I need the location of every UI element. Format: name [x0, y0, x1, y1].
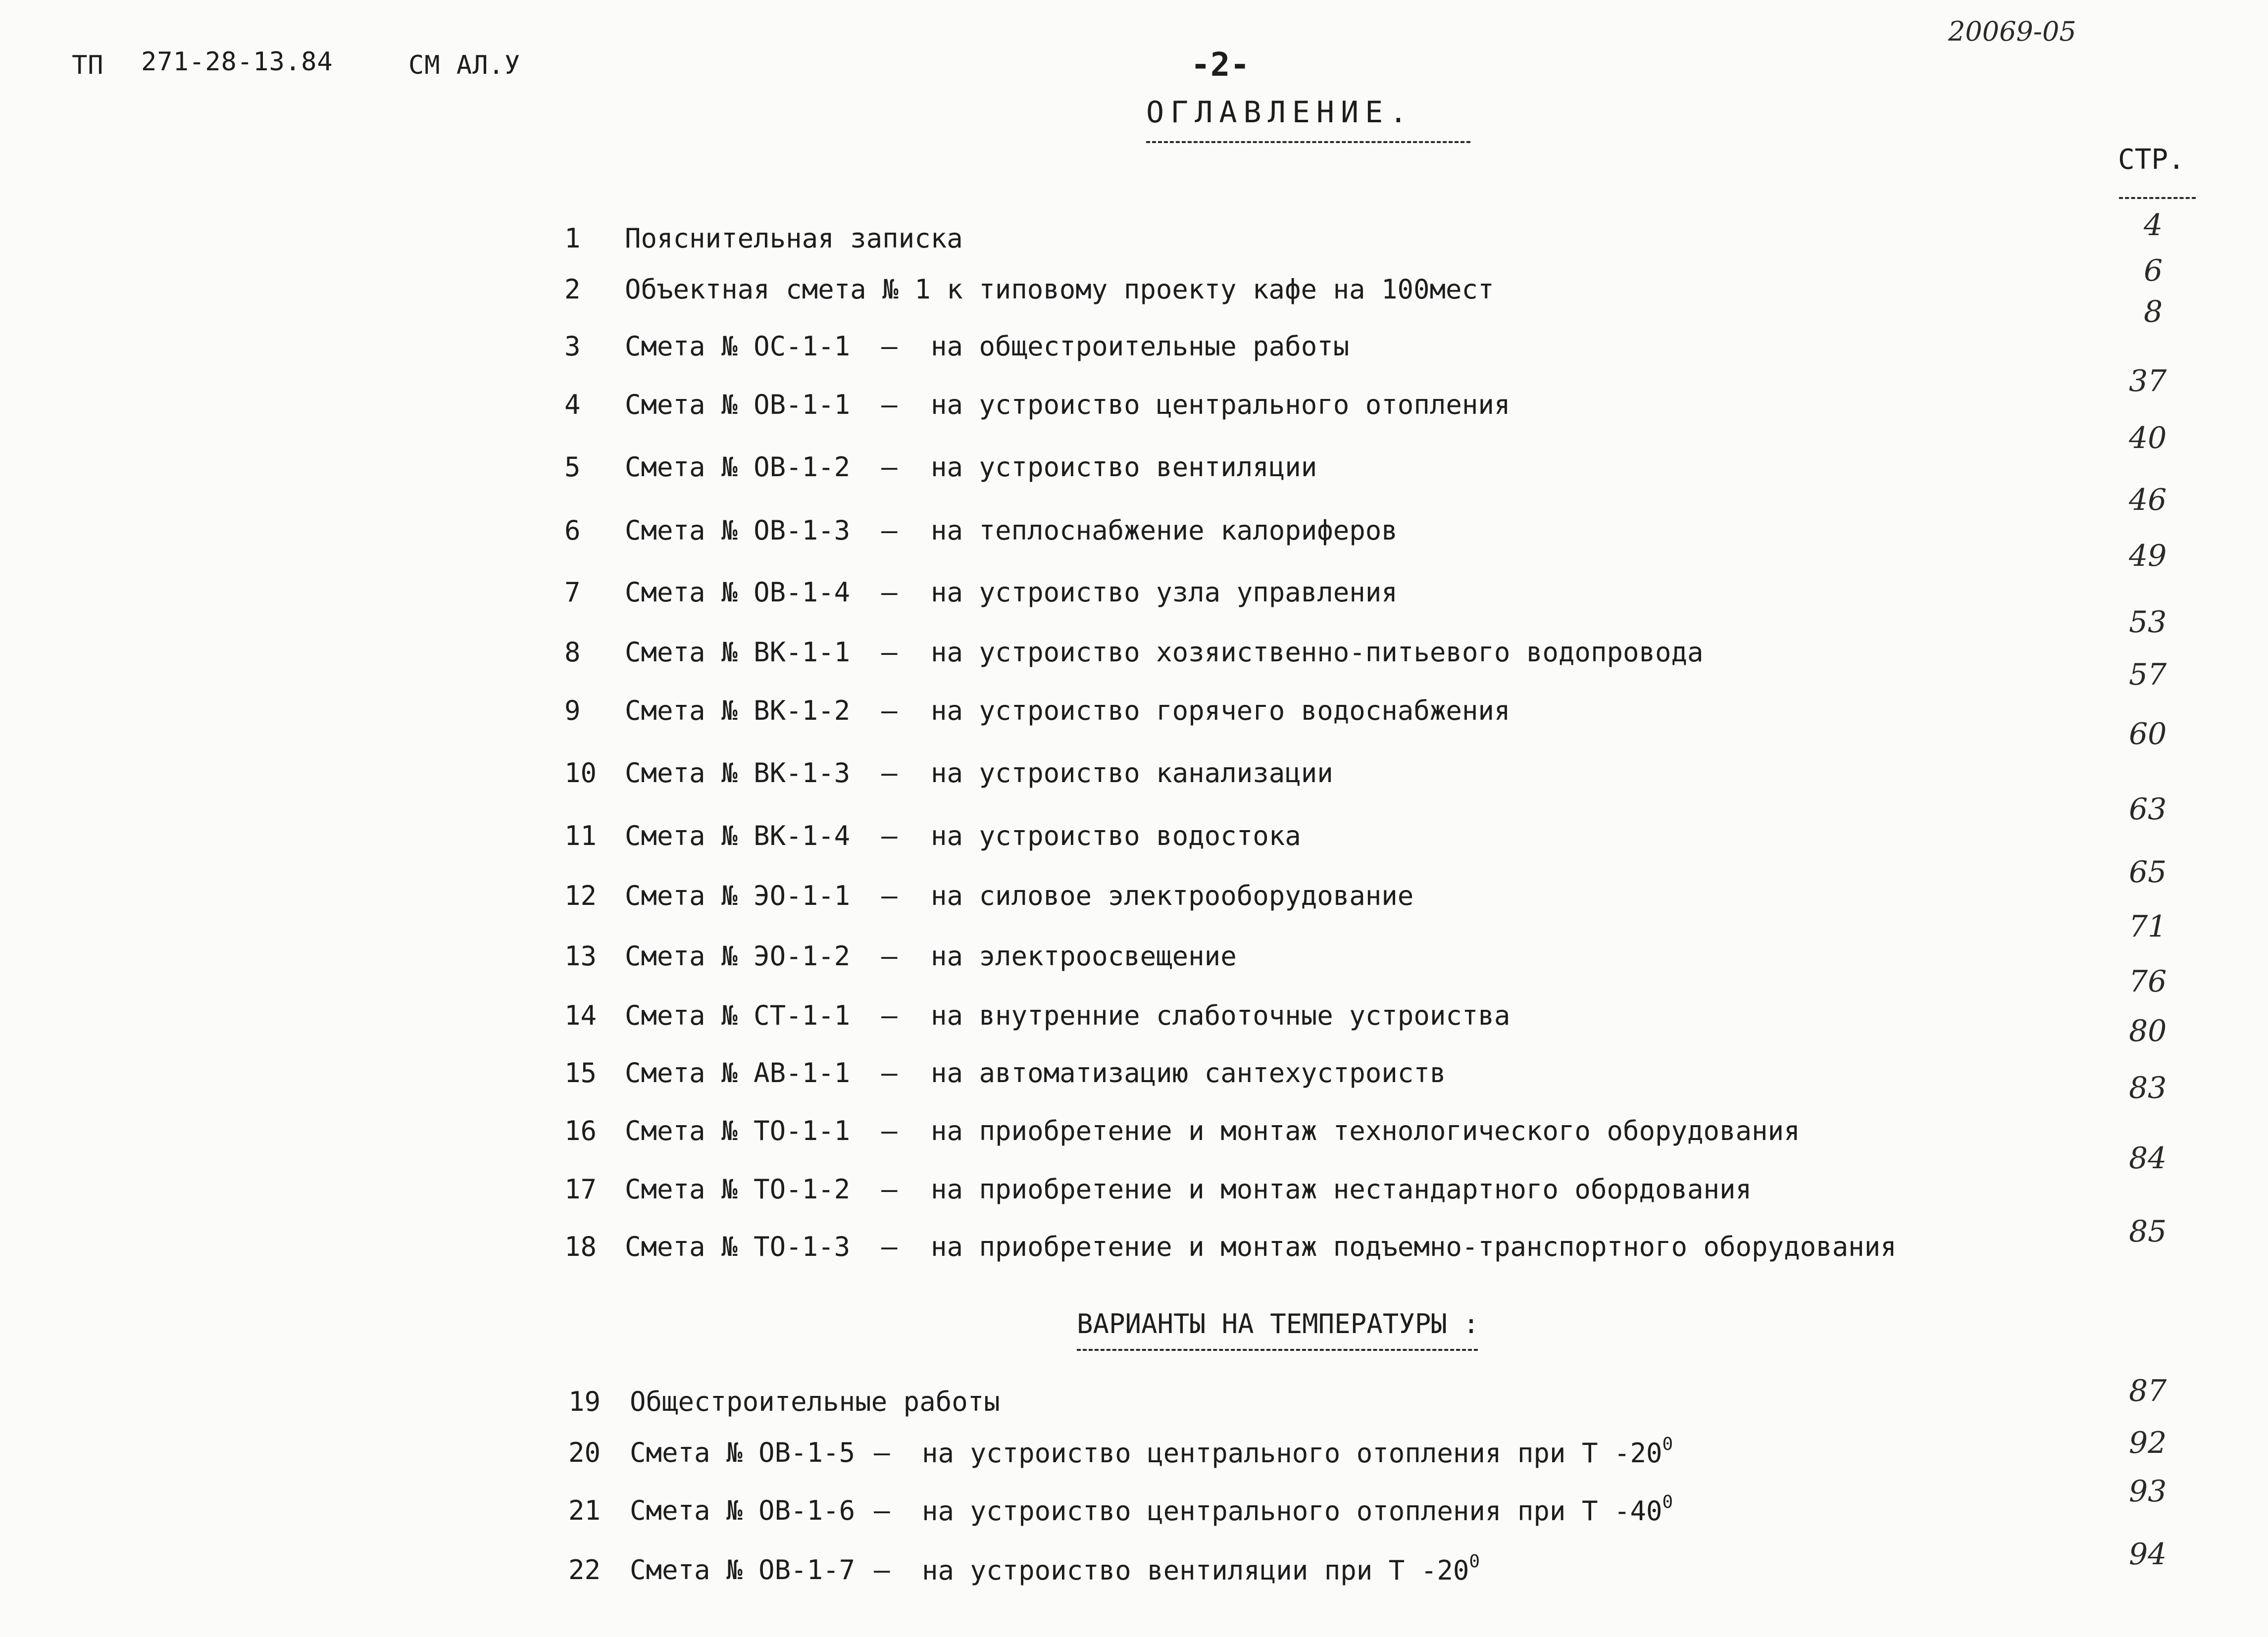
item-description — [931, 1115, 1800, 1146]
list-item — [0, 515, 2268, 549]
dash-separator: – — [881, 820, 898, 851]
item-description — [931, 1057, 1446, 1089]
item-description-text: на устроиство вентиляции — [931, 451, 1317, 483]
estimate-code: Смета № СТ-1-1 — [625, 1000, 851, 1031]
page-ref: 6 — [2144, 253, 2163, 288]
item-description — [922, 1434, 1673, 1469]
doc-number: 20069-05 — [1948, 16, 2076, 47]
item-description — [931, 1174, 1752, 1205]
page-number: -2- — [1191, 46, 1250, 84]
list-item — [0, 577, 2268, 611]
item-description-text: на приобретение и монтаж технологического оборудования — [931, 1115, 1800, 1146]
dash-separator: – — [881, 331, 898, 362]
estimate-code: Смета № ОВ-1-3 — [625, 515, 851, 546]
list-item — [0, 274, 2268, 308]
page-column-header: СТР. — [2118, 144, 2185, 176]
item-number: 17 — [564, 1174, 597, 1205]
item-description — [931, 515, 1398, 546]
item-number: 20 — [568, 1437, 601, 1468]
item-number: 11 — [564, 820, 597, 851]
section-heading-underline — [1077, 1349, 1478, 1351]
item-number: 18 — [564, 1231, 597, 1262]
item-description — [931, 331, 1349, 362]
page-ref: 63 — [2129, 792, 2167, 827]
item-description — [931, 451, 1317, 483]
estimate-code: Смета № АВ-1-1 — [625, 1057, 851, 1089]
item-description-text: на электроосвещение — [931, 941, 1237, 972]
item-description — [931, 820, 1301, 851]
estimate-code: Смета № ВК-1-4 — [625, 820, 851, 851]
list-item — [0, 820, 2268, 855]
page-ref: 92 — [2129, 1426, 2167, 1460]
page-ref: 85 — [2129, 1214, 2167, 1249]
estimate-code: Смета № ОВ-1-4 — [625, 577, 851, 608]
list-item — [0, 880, 2268, 915]
estimate-code: Смета № ТО-1-2 — [625, 1174, 851, 1205]
dash-separator: – — [881, 637, 898, 668]
item-description-text: на устроиство хозяиственно-питьевого водопровода — [931, 637, 1704, 668]
page-ref: 87 — [2129, 1374, 2167, 1408]
item-description — [931, 941, 1237, 972]
degree-superscript: 0 — [1469, 1551, 1480, 1572]
page-ref: 76 — [2129, 964, 2167, 999]
item-number: 12 — [564, 880, 597, 911]
project-number: 271-28-13.84 — [141, 47, 333, 77]
item-number: 16 — [564, 1115, 597, 1146]
item-number: 9 — [564, 695, 581, 726]
item-description: Общестроительные работы — [630, 1386, 1000, 1417]
estimate-code: Смета № ОВ-1-6 — [630, 1495, 856, 1526]
list-item — [0, 1492, 2268, 1530]
dash-separator: – — [881, 577, 898, 608]
dash-separator: – — [881, 451, 898, 483]
item-description-text: на устроиство вентиляции при Т -20 — [922, 1555, 1469, 1586]
item-description-text: на устроиство узла управления — [931, 577, 1398, 608]
estimate-code: Смета № ОВ-1-1 — [625, 389, 851, 420]
list-item — [0, 1386, 2268, 1421]
dash-separator: – — [874, 1495, 890, 1526]
page-ref: 80 — [2129, 1014, 2167, 1048]
page-ref: 4 — [2144, 208, 2163, 243]
page-ref: 84 — [2129, 1141, 2167, 1176]
item-description — [931, 577, 1398, 608]
dash-separator: – — [881, 757, 898, 789]
page-ref: 40 — [2129, 421, 2167, 455]
item-description-text: на устроиство центрального отопления — [931, 389, 1511, 420]
item-number: 6 — [564, 515, 581, 546]
item-number: 15 — [564, 1057, 597, 1089]
list-item — [0, 389, 2268, 424]
page-ref: 46 — [2129, 483, 2167, 517]
item-description-text: на внутренние слаботочные устроиства — [931, 1000, 1511, 1031]
dash-separator: – — [881, 515, 898, 546]
item-number: 19 — [568, 1386, 601, 1417]
item-number: 8 — [564, 637, 581, 668]
list-item — [0, 223, 2268, 257]
estimate-code: Смета № ВК-1-3 — [625, 757, 851, 789]
dash-separator: – — [881, 695, 898, 726]
item-number: 13 — [564, 941, 597, 972]
dash-separator: – — [881, 1057, 898, 1089]
item-number: 4 — [564, 389, 581, 420]
item-number: 1 — [564, 223, 581, 254]
item-description — [931, 1231, 1897, 1262]
page-ref: 37 — [2129, 364, 2167, 398]
item-description-text: на устроиство горячего водоснабжения — [931, 695, 1511, 726]
page-ref: 60 — [2129, 717, 2167, 751]
list-item — [0, 695, 2268, 730]
item-description: Объектная смета № 1 к типовому проекту кафе на 100мест — [625, 274, 1494, 305]
item-description-text: на устроиство центрального отопления при Т -20 — [922, 1438, 1663, 1469]
item-number: 22 — [568, 1554, 601, 1586]
list-item — [0, 1551, 2268, 1589]
page-ref: 8 — [2144, 295, 2163, 329]
album-label: СМ АЛ.У — [408, 50, 521, 80]
degree-superscript: 0 — [1662, 1492, 1673, 1512]
page-ref: 53 — [2129, 605, 2167, 640]
page-ref: 65 — [2129, 855, 2167, 890]
list-item — [0, 757, 2268, 792]
list-item — [0, 451, 2268, 486]
item-description-text: на общестроительные работы — [931, 331, 1350, 362]
item-number: 14 — [564, 1000, 597, 1031]
estimate-code: Смета № ТО-1-3 — [625, 1231, 851, 1262]
estimate-code: Смета № ТО-1-1 — [625, 1115, 851, 1146]
estimate-code: Смета № ОВ-1-2 — [625, 451, 851, 483]
item-description-text: на устроиство канализации — [931, 757, 1333, 789]
item-description-text: на устроиство водостока — [931, 820, 1301, 851]
degree-superscript: 0 — [1662, 1434, 1673, 1454]
page-ref: 83 — [2129, 1071, 2167, 1105]
page-ref: 71 — [2129, 909, 2167, 944]
page-column-underline — [2119, 197, 2196, 199]
page-ref: 49 — [2129, 539, 2167, 573]
item-description — [931, 757, 1333, 789]
item-description-text: на приобретение и монтаж подъемно-транспортного оборудования — [931, 1231, 1897, 1262]
page-ref: 94 — [2129, 1537, 2167, 1572]
item-number: 21 — [568, 1495, 601, 1526]
item-description-text: на устроиство центрального отопления при Т -40 — [922, 1495, 1663, 1527]
item-description-text: на силовое электрооборудование — [931, 880, 1414, 911]
item-number: 10 — [564, 757, 597, 789]
dash-separator: – — [881, 880, 898, 911]
dash-separator: – — [881, 1000, 898, 1031]
page-title: ОГЛАВЛЕНИЕ. — [1146, 95, 1414, 130]
title-underline — [1146, 141, 1470, 143]
item-description-text: на автоматизацию сантехустроиств — [931, 1057, 1446, 1089]
list-item — [0, 941, 2268, 975]
item-number: 5 — [564, 451, 581, 483]
estimate-code: Смета № ЭО-1-2 — [625, 941, 851, 972]
item-number: 3 — [564, 331, 581, 362]
dash-separator: – — [881, 1174, 898, 1205]
list-item — [0, 1000, 2268, 1035]
item-number: 7 — [564, 577, 581, 608]
item-description-text: на приобретение и монтаж нестандартного обордования — [931, 1174, 1752, 1205]
page-ref: 93 — [2129, 1474, 2167, 1509]
list-item — [0, 1057, 2268, 1092]
dash-separator: – — [874, 1437, 890, 1468]
dash-separator: – — [881, 941, 898, 972]
item-number: 2 — [564, 274, 581, 305]
item-description — [931, 695, 1510, 726]
item-description — [931, 880, 1413, 911]
dash-separator: – — [874, 1554, 890, 1586]
dash-separator: – — [881, 1231, 898, 1262]
estimate-code: Смета № ОВ-1-7 — [630, 1554, 856, 1586]
item-description: Пояснительная записка — [625, 223, 963, 254]
dash-separator: – — [881, 389, 898, 420]
item-description — [922, 1492, 1673, 1527]
item-description — [922, 1551, 1480, 1586]
list-item — [0, 1434, 2268, 1472]
estimate-code: Смета № ОВ-1-5 — [630, 1437, 856, 1468]
list-item — [0, 637, 2268, 671]
item-description — [931, 389, 1510, 420]
page-ref: 57 — [2129, 657, 2167, 692]
estimate-code: Смета № ЭО-1-1 — [625, 880, 851, 911]
item-description — [931, 637, 1704, 668]
list-item — [0, 331, 2268, 365]
estimate-code: Смета № ОС-1-1 — [625, 331, 851, 362]
list-item — [0, 1174, 2268, 1208]
series-label: ТП — [72, 50, 104, 80]
list-item — [0, 1115, 2268, 1150]
section-heading: ВАРИАНТЫ НА ТЕМПЕРАТУРЫ : — [1077, 1308, 1479, 1339]
list-item — [0, 1231, 2268, 1266]
estimate-code: Смета № ВК-1-2 — [625, 695, 851, 726]
item-description-text: на теплоснабжение калориферов — [931, 515, 1398, 546]
item-description — [931, 1000, 1510, 1031]
estimate-code: Смета № ВК-1-1 — [625, 637, 851, 668]
dash-separator: – — [881, 1115, 898, 1146]
